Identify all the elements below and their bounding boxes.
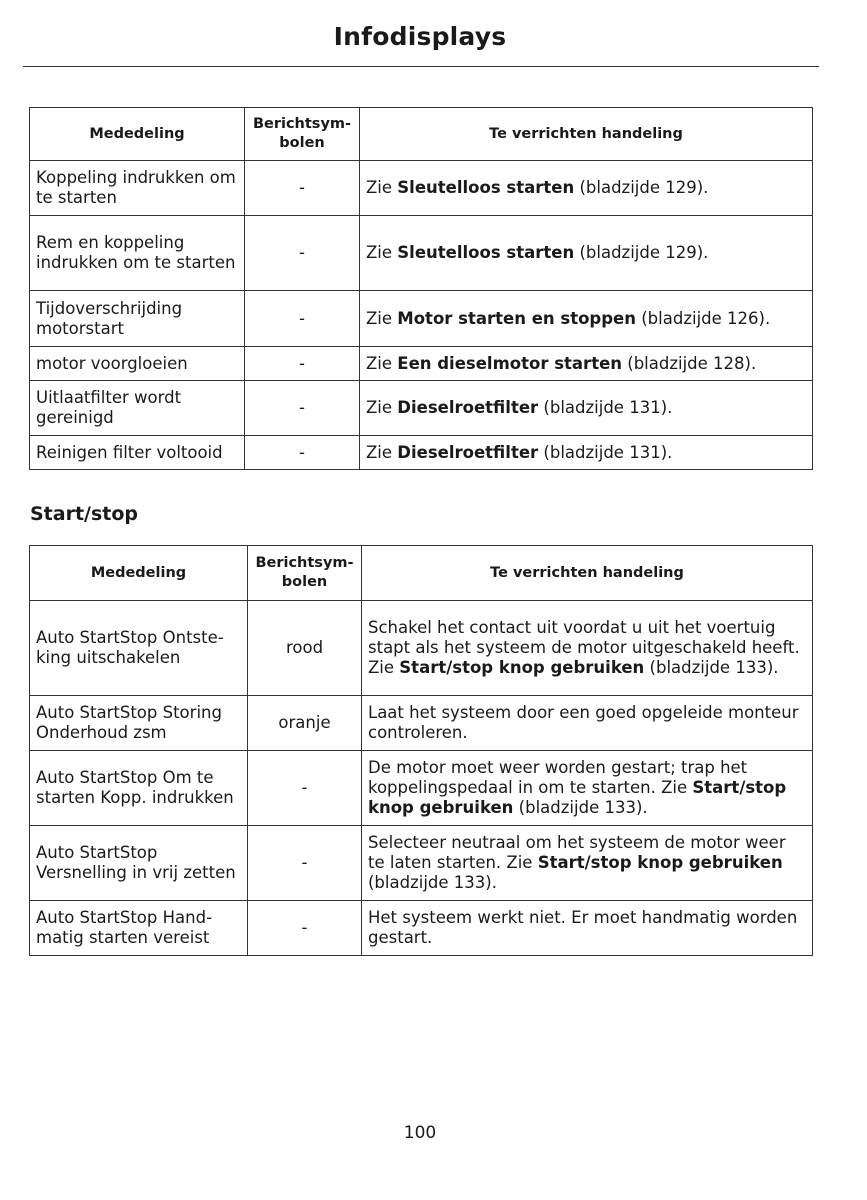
symbol-cell: - — [245, 436, 360, 470]
table-row — [30, 601, 813, 696]
action-text: Laat het systeem door een goed opgeleide monteur controleren. — [368, 703, 799, 742]
action-cell — [360, 291, 813, 347]
table-row — [30, 751, 813, 826]
action-cell — [362, 826, 813, 901]
section-heading: Start/stop — [30, 503, 139, 525]
action-reference: Start/stop knop gebruiken — [368, 778, 787, 817]
action-text: Schakel het contact uit voordat u uit het voertuig stapt als het systeem de motor uitgeschakeld heeft. Zie — [368, 618, 800, 677]
message-cell: Tijdoverschrijding motorstart — [30, 291, 245, 347]
message-cell: Auto StartStop Om te starten Kopp. indrukken — [30, 751, 248, 826]
symbol-cell: - — [248, 901, 362, 956]
symbol-cell: oranje — [248, 696, 362, 751]
column-header-action: Te verrichten handeling — [362, 546, 813, 601]
messages-table — [29, 107, 813, 470]
action-reference: Sleutelloos starten — [397, 178, 575, 197]
title-divider — [23, 66, 819, 67]
table-header-row — [30, 546, 813, 601]
action-reference: Start/stop knop gebruiken — [399, 658, 645, 677]
column-header-action: Te verrichten handeling — [360, 108, 813, 161]
action-reference: Sleutelloos starten — [397, 243, 575, 262]
action-text: De motor moet weer worden gestart; trap het koppelingspedaal in om te starten. Zie — [368, 758, 748, 797]
action-text: Zie — [366, 243, 398, 262]
column-header-symbols: Berichtsym-bolen — [248, 546, 362, 601]
action-text: Zie — [366, 308, 398, 328]
action-page-ref: (bladzijde 133). — [644, 658, 779, 677]
action-page-ref: (bladzijde 131). — [538, 442, 673, 462]
action-text: Zie — [366, 353, 398, 373]
message-cell: Auto StartStop Hand-matig starten vereist — [30, 901, 248, 956]
symbol-cell: - — [248, 826, 362, 901]
column-header-message: Mededeling — [30, 546, 248, 601]
message-cell: Reinigen filter voltooid — [30, 436, 245, 470]
table-row — [30, 901, 813, 956]
message-cell: motor voorgloeien — [30, 347, 245, 381]
action-text: Selecteer neutraal om het systeem de motor weer te laten starten. Zie — [368, 833, 786, 872]
action-cell — [362, 751, 813, 826]
page-title: Infodisplays — [333, 22, 507, 51]
action-reference: Motor starten en stoppen — [397, 308, 636, 328]
table-row — [30, 381, 813, 436]
table-row — [30, 216, 813, 291]
table-row — [30, 696, 813, 751]
action-page-ref: (bladzijde 126). — [636, 308, 771, 328]
symbol-cell: rood — [248, 601, 362, 696]
action-reference: Start/stop knop gebruiken — [537, 853, 783, 872]
action-page-ref: (bladzijde 131). — [538, 398, 673, 417]
table-header-row — [30, 108, 813, 161]
symbol-cell: - — [245, 381, 360, 436]
action-cell — [360, 436, 813, 470]
message-cell: Koppeling indrukken om te starten — [30, 161, 245, 216]
symbol-cell: - — [245, 216, 360, 291]
action-text: Zie — [366, 398, 398, 417]
action-text: Zie — [366, 178, 398, 197]
action-text: Het systeem werkt niet. Er moet handmatig worden gestart. — [368, 908, 798, 947]
table-row — [30, 291, 813, 347]
table-row — [30, 161, 813, 216]
column-header-symbols: Berichtsym-bolen — [245, 108, 360, 161]
action-page-ref: (bladzijde 128). — [622, 353, 757, 373]
action-page-ref: (bladzijde 129). — [574, 178, 709, 197]
symbol-cell: - — [245, 347, 360, 381]
action-cell — [360, 216, 813, 291]
column-header-message: Mededeling — [30, 108, 245, 161]
action-cell — [362, 696, 813, 751]
message-cell: Uitlaatfilter wordt gereinigd — [30, 381, 245, 436]
symbol-cell: - — [245, 161, 360, 216]
action-cell — [362, 601, 813, 696]
action-reference: Een dieselmotor starten — [397, 353, 623, 373]
action-page-ref: (bladzijde 133). — [513, 798, 648, 817]
action-reference: Dieselroetfilter — [397, 398, 539, 417]
table-row — [30, 347, 813, 381]
action-cell — [360, 161, 813, 216]
page-number: 100 — [403, 1123, 437, 1143]
action-cell — [360, 347, 813, 381]
symbol-cell: - — [248, 751, 362, 826]
action-text: Zie — [366, 442, 398, 462]
action-cell — [362, 901, 813, 956]
message-cell: Auto StartStop Ontste-king uitschakelen — [30, 601, 248, 696]
table-row — [30, 436, 813, 470]
action-cell — [360, 381, 813, 436]
symbol-cell: - — [245, 291, 360, 347]
message-cell: Rem en koppeling indrukken om te starten — [30, 216, 245, 291]
message-cell: Auto StartStop Storing Onderhoud zsm — [30, 696, 248, 751]
action-page-ref: (bladzijde 133). — [368, 873, 497, 892]
table-row — [30, 826, 813, 901]
start-stop-messages-table — [29, 545, 813, 956]
message-cell: Auto StartStop Versnelling in vrij zetten — [30, 826, 248, 901]
action-reference: Dieselroetfilter — [397, 442, 539, 462]
action-page-ref: (bladzijde 129). — [574, 243, 709, 262]
